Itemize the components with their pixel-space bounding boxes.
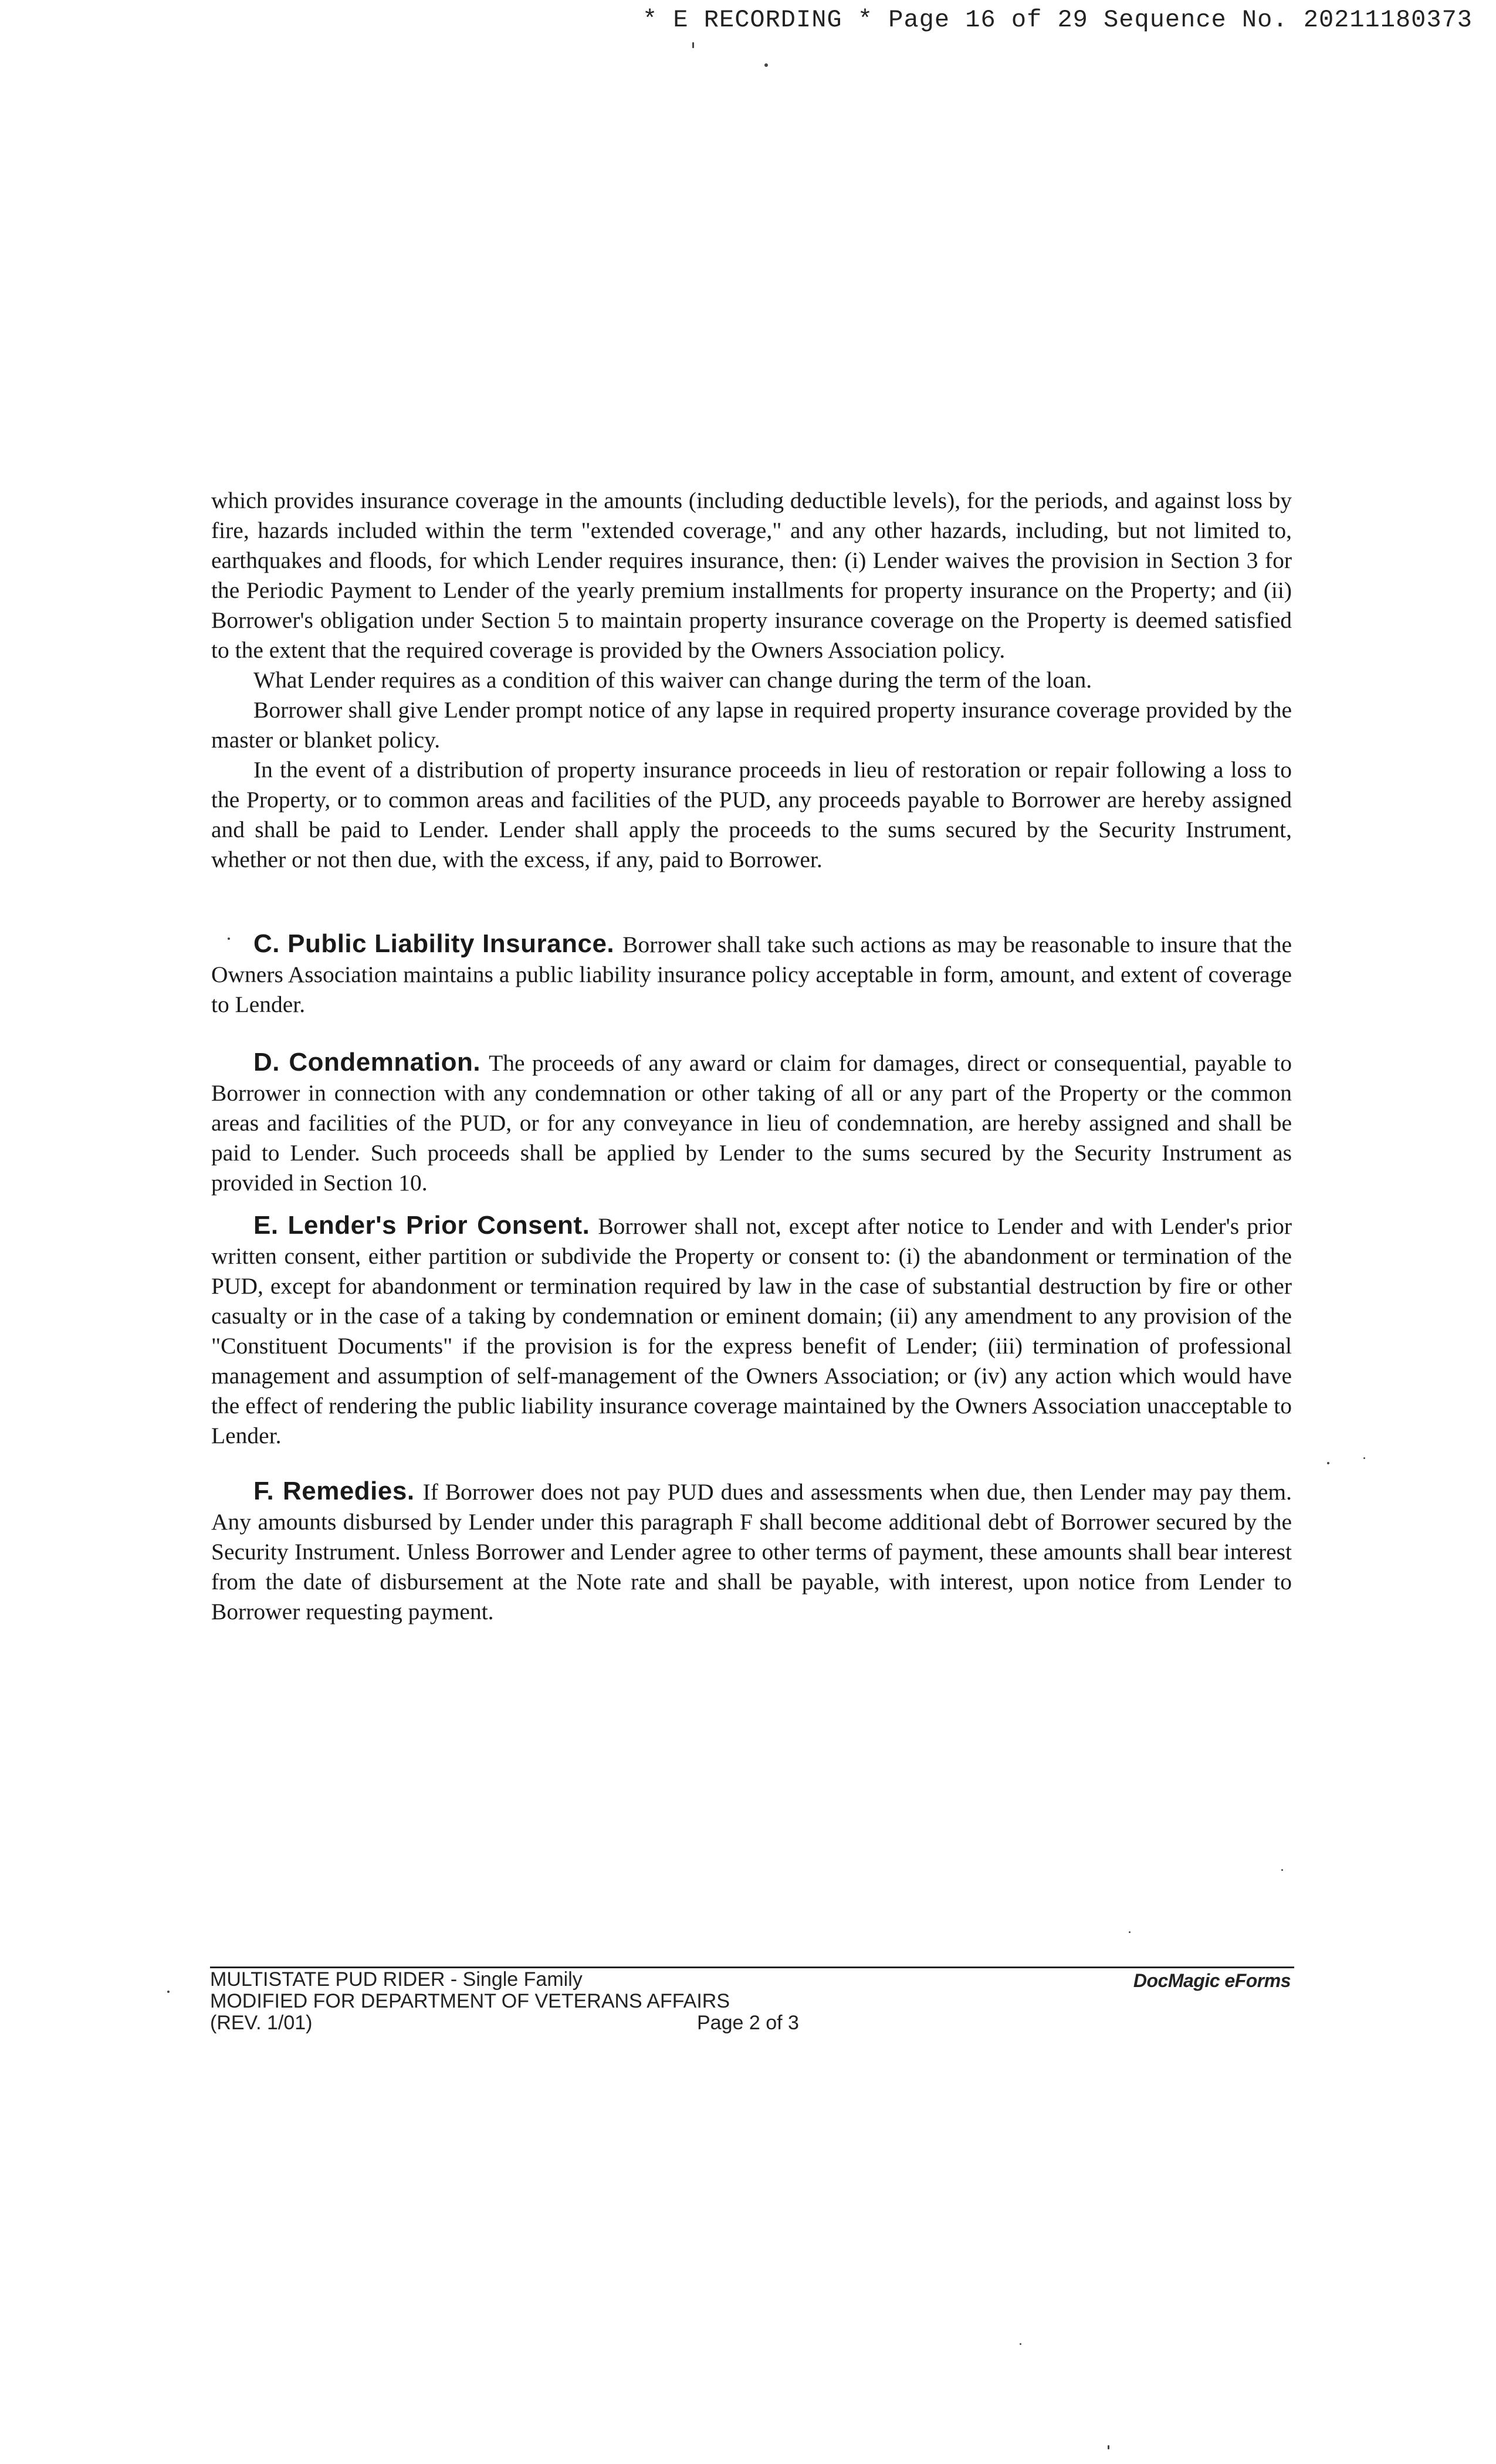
footer-revision: (REV. 1/01)	[210, 2012, 313, 2034]
continuation-paragraph: which provides insurance coverage in the amounts (including deductible levels), for the periods, and against loss by fire, hazards included within the term "extended coverage," and any other hazards, including, but not limited to, earthquakes and floods, for which Lender requires insurance, then: (i) Lender waives the provision in Section 3 for the Periodic Payment to Lender of the yearly premium installments for property insurance on the Property; and (ii) Borrower's obligation under Section 5 to maintain property insurance coverage on the Property is deemed satisfied to the extent that the required coverage is provided by the Owners Association policy.	[211, 488, 1292, 663]
section-e-lenders-prior-consent	[211, 1210, 1292, 1451]
section-c-public-liability	[211, 929, 1292, 1020]
section-heading: C. Public Liability Insurance.	[253, 929, 615, 958]
footer-form-title: MULTISTATE PUD RIDER - Single Family	[210, 1968, 583, 1991]
section-text: Borrower shall take such actions as may be reasonable to insure that the Owners Association maintains a public liability insurance policy acceptable in form, amount, and extent of coverage to Lender.	[211, 932, 1292, 1017]
footer-page-number: Page 2 of 3	[697, 2012, 799, 2034]
section-text: The proceeds of any award or claim for damages, direct or consequential, payable to Borrower in connection with any condemnation or other taking of all or any part of the Property or the common areas and facilities of the PUD, or for any conveyance in lieu of condemnation, are hereby assigned and shall be paid to Lender. Such proceeds shall be applied by Lender to the sums secured by the Security Instrument as provided in Section 10.	[211, 1050, 1292, 1196]
lapse-notice-paragraph: Borrower shall give Lender prompt notice of any lapse in required property insurance coverage provided by the master or blanket policy.	[211, 697, 1292, 753]
scan-speck	[167, 1991, 170, 1993]
waiver-paragraph: What Lender requires as a condition of this waiver can change during the term of the loan.	[253, 667, 1092, 693]
continued-paragraph-block	[211, 486, 1292, 875]
footer-brand-logo: DocMagic eForms	[1133, 1970, 1291, 1991]
section-text: If Borrower does not pay PUD dues and assessments when due, then Lender may pay them. Any amounts disbursed by Lender under this paragraph F shall become additional debt of Borrower secured by the Security Instrument. Unless Borrower and Lender agree to other terms of payment, these amounts shall bear interest from the date of disbursement at the Note rate and shall be payable, with interest, upon notice from Lender to Borrower requesting payment.	[211, 1479, 1292, 1624]
scan-speck	[1327, 1462, 1329, 1464]
section-text: Borrower shall not, except after notice to Lender and with Lender's prior written consent, either partition or subdivide the Property or consent to: (i) the abandonment or termination of the PUD, except for abandonment or termination required by law in the case of substantial destruction by fire or other casualty or in the case of a taking by condemnation or eminent domain; (ii) any amendment to any provision of the "Constituent Documents" if the provision is for the express benefit of Lender; (iii) termination of professional management and assumption of self-management of the Owners Association; or (iv) any action which would have the effect of rendering the public liability insurance coverage maintained by the Owners Association unacceptable to Lender.	[211, 1213, 1292, 1448]
scan-speck	[1020, 2343, 1021, 2345]
section-d-condemnation	[211, 1047, 1292, 1198]
scan-speck	[764, 63, 768, 67]
scan-speck	[1281, 1869, 1283, 1871]
recording-stamp: * E RECORDING * Page 16 of 29 Sequence No. 20211180373	[642, 6, 1473, 34]
section-heading: E. Lender's Prior Consent.	[253, 1211, 590, 1240]
distribution-paragraph: In the event of a distribution of property insurance proceeds in lieu of restoration or repair following a loss to the Property, or to common areas and facilities of the PUD, any proceeds payable to Borrower are hereby assigned and shall be paid to Lender. Lender shall apply the proceeds to the sums secured by the Security Instrument, whether or not then due, with the excess, if any, paid to Borrower.	[211, 757, 1292, 872]
scan-speck	[1129, 1931, 1131, 1933]
footer-modified-note: MODIFIED FOR DEPARTMENT OF VETERANS AFFAIRS	[210, 1990, 730, 2012]
section-heading: F. Remedies.	[253, 1477, 415, 1505]
scan-speck	[692, 42, 694, 48]
section-f-remedies	[211, 1476, 1292, 1627]
form-footer	[210, 1969, 1294, 2034]
scan-speck	[1363, 1457, 1365, 1459]
section-heading: D. Condemnation.	[253, 1048, 481, 1077]
scan-speck	[1108, 2445, 1109, 2449]
